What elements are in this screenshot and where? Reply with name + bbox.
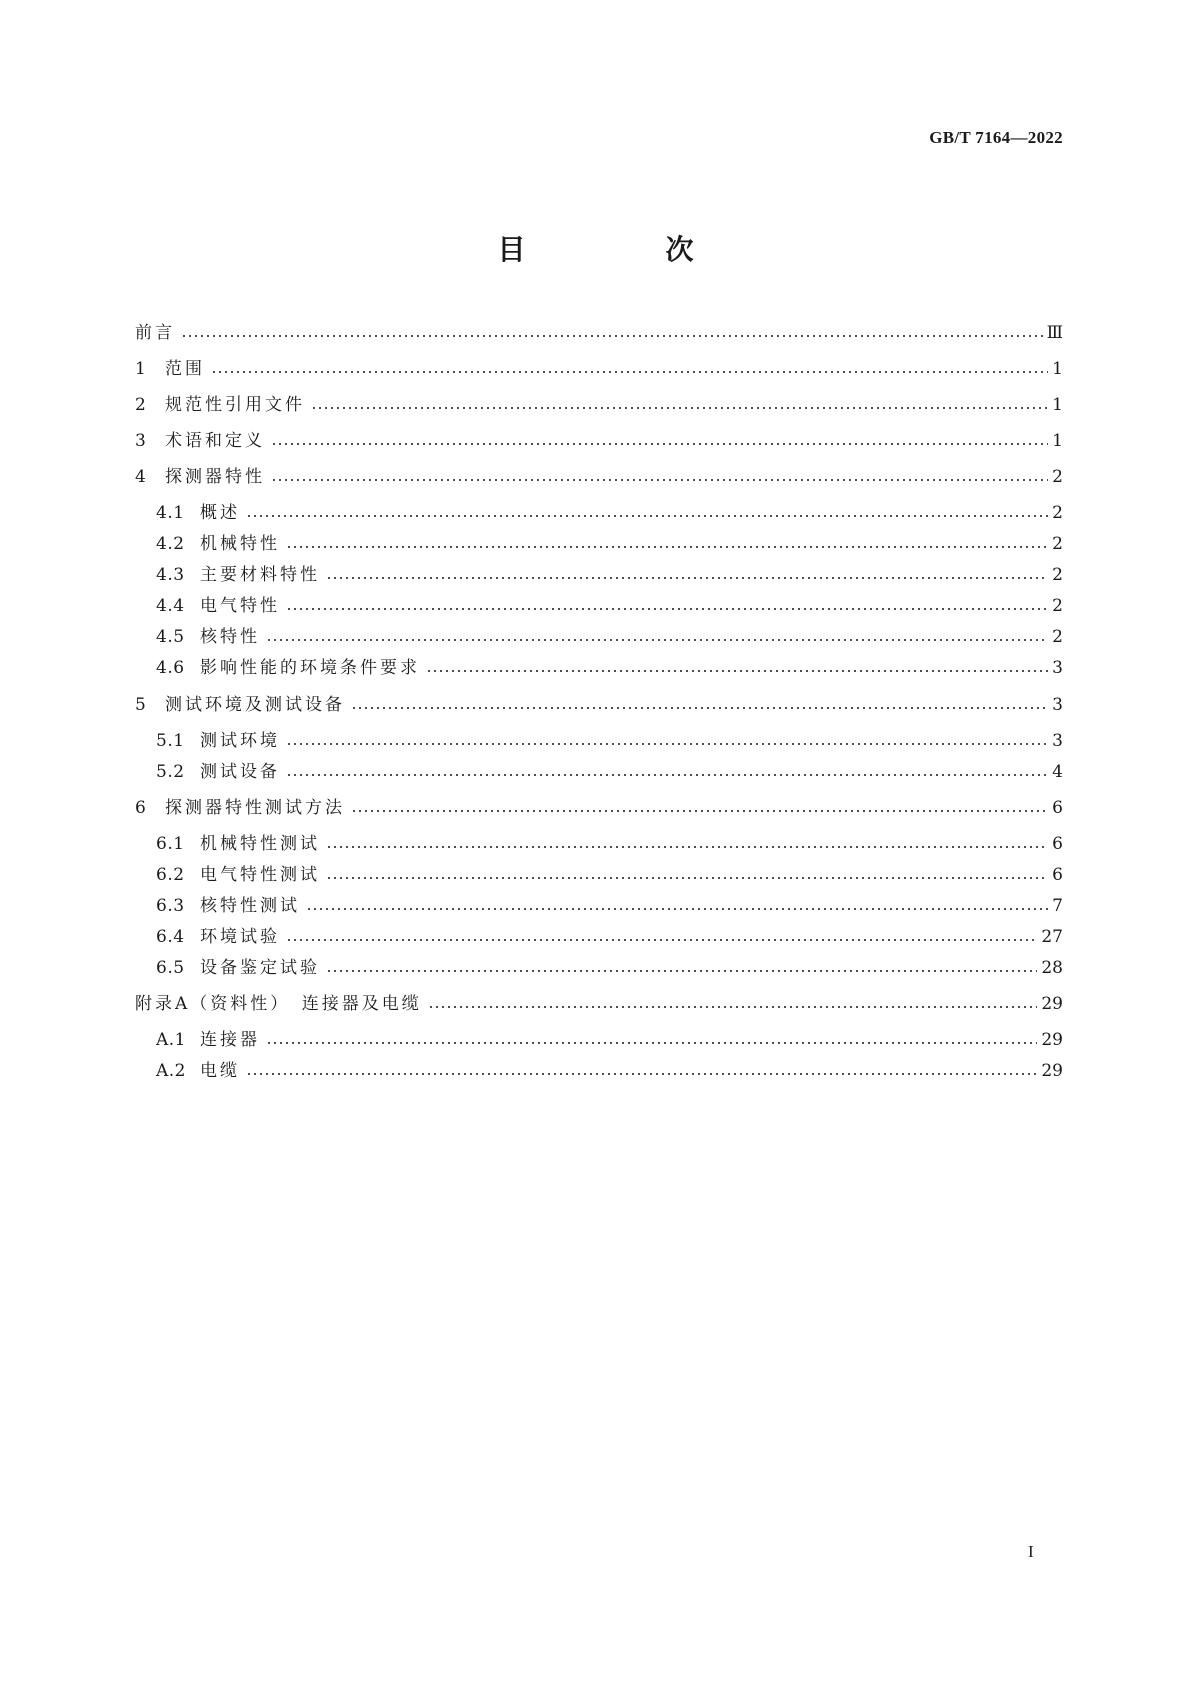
toc-entry-number: A.2 (156, 1061, 186, 1081)
toc-dot-leader (181, 334, 1043, 338)
toc-dot-leader (326, 576, 1048, 580)
toc-entry-title: 电气特性 (200, 596, 280, 616)
toc-entry[interactable] (156, 530, 1063, 554)
toc-entry-page: 1 (1052, 395, 1063, 415)
toc-dot-leader (286, 742, 1048, 746)
toc-entry[interactable] (156, 758, 1063, 782)
toc-entry[interactable] (135, 427, 1063, 451)
toc-entry-title: 术语和定义 (165, 431, 265, 451)
toc-dot-leader (311, 406, 1048, 410)
toc-entry-number: A.1 (156, 1030, 186, 1050)
toc-entry[interactable] (135, 355, 1063, 379)
toc-entry-number: 4.3 (156, 565, 185, 585)
toc-entry-title: 概述 (200, 503, 240, 523)
toc-entry-number: 4.5 (156, 627, 185, 647)
toc-dot-leader (286, 607, 1048, 611)
toc-dot-leader (428, 1005, 1038, 1009)
toc-entry[interactable] (156, 1026, 1063, 1050)
toc-entry-title: 测试环境 (200, 731, 280, 751)
toc-entry[interactable] (156, 892, 1063, 916)
toc-entry-page: 29 (1041, 1030, 1063, 1050)
toc-dot-leader (326, 845, 1048, 849)
toc-entry[interactable] (156, 727, 1063, 751)
toc-entry-page: 29 (1041, 994, 1063, 1014)
toc-entry[interactable] (156, 561, 1063, 585)
toc-entry-number: 6.3 (156, 896, 185, 916)
toc-entry-title: 环境试验 (200, 927, 280, 947)
toc-dot-leader (286, 545, 1048, 549)
toc-entry-number: 6.2 (156, 865, 185, 885)
standard-number: GB/T 7164—2022 (929, 128, 1063, 147)
toc-entry-title: 规范性引用文件 (165, 395, 305, 415)
toc-entry-page: 2 (1052, 596, 1063, 616)
toc-entry[interactable] (156, 623, 1063, 647)
toc-entry-page: 1 (1052, 359, 1063, 379)
toc-entry-title: 主要材料特性 (200, 565, 320, 585)
toc-entry-title: 机械特性测试 (200, 834, 320, 854)
toc-entry-title: 范围 (165, 359, 205, 379)
toc-entry-number: 5.1 (156, 731, 185, 751)
toc-entry[interactable] (135, 391, 1063, 415)
toc-entry-title: 电气特性测试 (200, 865, 320, 885)
toc-entry-page: Ⅲ (1046, 323, 1063, 343)
toc-entry-page: 2 (1052, 627, 1063, 647)
toc-entry-number: 4.4 (156, 596, 185, 616)
toc-entry-title: 机械特性 (200, 534, 280, 554)
toc-entry[interactable] (135, 990, 1063, 1014)
toc-dot-leader (426, 669, 1048, 673)
toc-entry[interactable] (156, 592, 1063, 616)
toc-entry-number: 6.1 (156, 834, 185, 854)
toc-entry-title: 连接器 (200, 1030, 260, 1050)
toc-entry-page: 7 (1052, 896, 1063, 916)
toc-entry-title: 影响性能的环境条件要求 (200, 658, 420, 678)
toc-entry-page: 28 (1041, 958, 1063, 978)
toc-entry-number: 3 (135, 431, 147, 451)
toc-entry-page: 1 (1052, 431, 1063, 451)
toc-entry-page: 6 (1052, 865, 1063, 885)
toc-entry[interactable] (135, 319, 1063, 343)
toc-entry[interactable] (156, 654, 1063, 678)
toc-entry-number: 6.5 (156, 958, 185, 978)
toc-entry-number: 5.2 (156, 762, 185, 782)
toc-dot-leader (271, 478, 1048, 482)
toc-entry-number: 1 (135, 359, 147, 379)
toc-entry-page: 3 (1052, 695, 1063, 715)
toc-entry[interactable] (156, 861, 1063, 885)
toc-entry[interactable] (156, 923, 1063, 947)
toc-entry-title: 设备鉴定试验 (200, 958, 320, 978)
toc-entry-page: 6 (1052, 798, 1063, 818)
toc-entry-number: 4.6 (156, 658, 185, 678)
toc-entry[interactable] (135, 463, 1063, 487)
page-number: I (1028, 1542, 1034, 1561)
toc-entry-number: 2 (135, 395, 147, 415)
toc-entry-page: 3 (1052, 731, 1063, 751)
toc-entry-title: 前言 (135, 323, 175, 343)
toc-entry-page: 2 (1052, 503, 1063, 523)
toc-entry-page: 6 (1052, 834, 1063, 854)
toc-entry-title: 附录A（资料性） 连接器及电缆 (135, 994, 422, 1014)
toc-entry-number: 6.4 (156, 927, 185, 947)
toc-entry-page: 2 (1052, 565, 1063, 585)
toc-entry-page: 4 (1052, 762, 1063, 782)
toc-dot-leader (306, 907, 1048, 911)
toc-entry[interactable] (135, 691, 1063, 715)
toc-dot-leader (351, 706, 1048, 710)
toc-entry[interactable] (156, 954, 1063, 978)
toc-entry-title: 探测器特性 (165, 467, 265, 487)
page-title: 目 次 (497, 233, 750, 266)
toc-entry-page: 3 (1052, 658, 1063, 678)
toc-dot-leader (266, 638, 1048, 642)
toc-dot-leader (246, 1072, 1037, 1076)
toc-entry-page: 27 (1041, 927, 1063, 947)
toc-dot-leader (211, 370, 1048, 374)
toc-entry-page: 2 (1052, 467, 1063, 487)
toc-entry-number: 4.1 (156, 503, 185, 523)
toc-dot-leader (271, 442, 1048, 446)
toc-entry-page: 2 (1052, 534, 1063, 554)
toc-entry[interactable] (156, 499, 1063, 523)
toc-entry[interactable] (135, 794, 1063, 818)
toc-entry[interactable] (156, 830, 1063, 854)
toc-dot-leader (246, 514, 1048, 518)
toc-entry-title: 电缆 (200, 1061, 240, 1081)
toc-entry-title: 核特性 (200, 627, 260, 647)
toc-entry-title: 核特性测试 (200, 896, 300, 916)
toc-entry-number: 4.2 (156, 534, 185, 554)
toc-dot-leader (286, 773, 1048, 777)
toc-dot-leader (326, 969, 1037, 973)
toc-entry-title: 探测器特性测试方法 (165, 798, 345, 818)
toc-entry-number: 6 (135, 798, 147, 818)
toc-entry-page: 29 (1041, 1061, 1063, 1081)
toc-dot-leader (266, 1041, 1037, 1045)
toc-dot-leader (351, 809, 1048, 813)
toc-entry-title: 测试环境及测试设备 (165, 695, 345, 715)
toc-entry[interactable] (156, 1057, 1063, 1081)
toc-dot-leader (286, 938, 1037, 942)
toc-entry-number: 5 (135, 695, 147, 715)
toc-dot-leader (326, 876, 1048, 880)
toc-entry-title: 测试设备 (200, 762, 280, 782)
toc-entry-number: 4 (135, 467, 147, 487)
